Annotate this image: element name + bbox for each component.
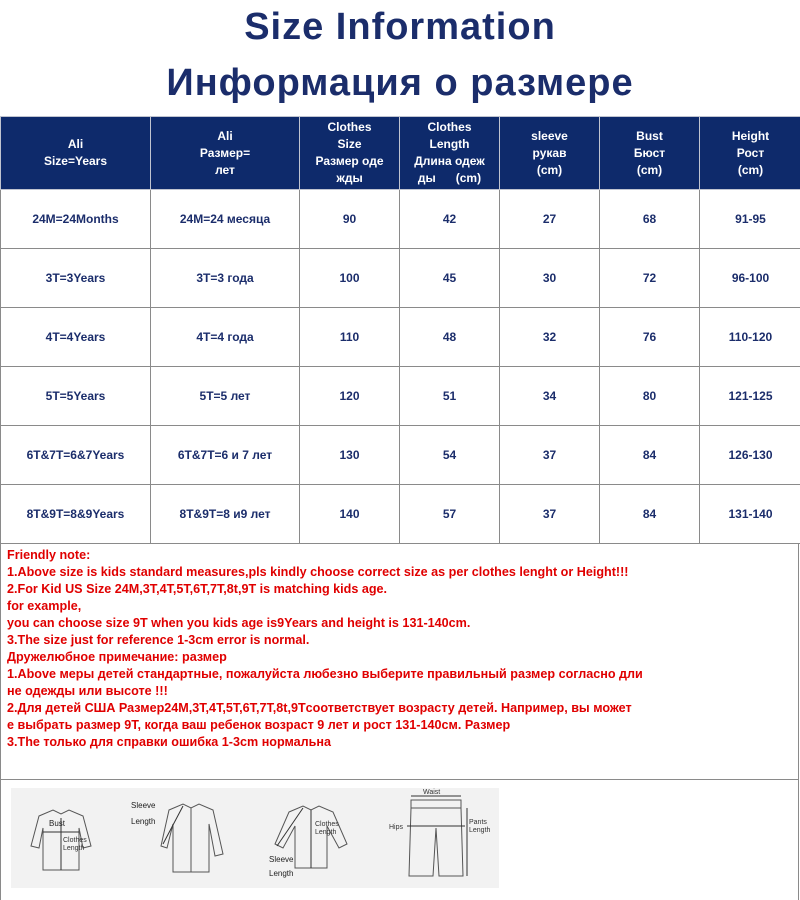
cell-size-ru: 3T=3 года <box>151 249 300 308</box>
cell-sleeve: 37 <box>500 426 600 485</box>
size-table <box>0 116 800 544</box>
cell-height: 110-120 <box>700 308 800 367</box>
label-hips: Hips <box>389 824 404 831</box>
cell-clothes-size: 130 <box>300 426 400 485</box>
header-clothes-length: Clothes Length Длина одеж ды (cm) <box>400 117 500 190</box>
table-header-row <box>1 117 800 190</box>
cell-size-en: 24M=24Months <box>1 190 151 249</box>
cell-clothes-length: 42 <box>400 190 500 249</box>
header-ali-size-ru: Ali Размер= лет <box>151 117 300 190</box>
cell-size-ru: 6T&7T=6 и 7 лет <box>151 426 300 485</box>
label-clothes: Clothes <box>63 837 87 844</box>
cell-sleeve: 34 <box>500 367 600 426</box>
cell-sleeve: 32 <box>500 308 600 367</box>
cell-sleeve: 27 <box>500 190 600 249</box>
cell-clothes-size: 90 <box>300 190 400 249</box>
cell-bust: 84 <box>600 485 700 544</box>
measurement-diagram-area <box>0 780 799 900</box>
note-line: 1.Above size is kids standard measures,pls kindly choose correct size as per clothes lenght or Height!!! <box>7 565 629 579</box>
cell-size-ru: 24M=24 месяца <box>151 190 300 249</box>
header-bust: Bust Бюст (cm) <box>600 117 700 190</box>
cell-bust: 76 <box>600 308 700 367</box>
cell-size-en: 8T&9T=8&9Years <box>1 485 151 544</box>
note-line: 1.Above меры детей стандартные, пожалуйста любезно выберите правильный размер согласно дли <box>7 667 643 681</box>
cell-bust: 68 <box>600 190 700 249</box>
cell-height: 96-100 <box>700 249 800 308</box>
label-length-2: Length <box>315 829 337 836</box>
cell-clothes-size: 110 <box>300 308 400 367</box>
table-row <box>1 367 800 426</box>
cell-size-ru: 5T=5 лет <box>151 367 300 426</box>
cell-height: 91-95 <box>700 190 800 249</box>
cell-height: 121-125 <box>700 367 800 426</box>
label-clothes-2: Clothes <box>315 821 339 828</box>
header-height: Height Рост (cm) <box>700 117 800 190</box>
cell-sleeve: 30 <box>500 249 600 308</box>
cell-size-en: 5T=5Years <box>1 367 151 426</box>
note-line: е выбрать размер 9T, когда ваш ребенок возраст 9 лет и рост 131-140см. Размер <box>7 718 511 732</box>
cell-size-en: 6T&7T=6&7Years <box>1 426 151 485</box>
cell-bust: 80 <box>600 367 700 426</box>
cell-clothes-size: 100 <box>300 249 400 308</box>
title-russian: Информация о размере <box>166 62 634 104</box>
note-line: 3.The только для справки ошибка 1-3cm нормальна <box>7 735 332 749</box>
header-sleeve: sleeve рукав (cm) <box>500 117 600 190</box>
note-line: you can choose size 9T when you kids age is9Years and height is 131-140cm. <box>7 616 471 630</box>
header-ali-size: Ali Size=Years <box>1 117 151 190</box>
table-row <box>1 485 800 544</box>
cell-clothes-length: 48 <box>400 308 500 367</box>
shirt-sleeve-figure <box>161 804 223 872</box>
table-row <box>1 249 800 308</box>
label-pants-length: Length <box>469 827 491 834</box>
note-line: 3.The size just for reference 1-3cm error is normal. <box>7 633 310 647</box>
cell-clothes-length: 57 <box>400 485 500 544</box>
label-sleeve-length: Length <box>131 817 156 826</box>
label-length: Length <box>63 845 85 852</box>
measurement-diagram-svg <box>11 788 499 888</box>
note-line: 2.For Kid US Size 24M,3T,4T,5T,6T,7T,8t,9T is matching kids age. <box>7 582 388 596</box>
cell-bust: 84 <box>600 426 700 485</box>
label-waist: Waist <box>423 789 441 796</box>
label-bust: Bust <box>49 819 66 828</box>
title-english: Size Information <box>244 6 556 48</box>
table-row <box>1 190 800 249</box>
cell-clothes-length: 51 <box>400 367 500 426</box>
cell-sleeve: 37 <box>500 485 600 544</box>
title-block <box>0 0 800 116</box>
cell-size-en: 3T=3Years <box>1 249 151 308</box>
friendly-note <box>0 543 799 780</box>
cell-clothes-length: 45 <box>400 249 500 308</box>
label-pants: Pants <box>469 819 487 826</box>
note-line: не одежды или высоте !!! <box>7 684 168 698</box>
cell-clothes-size: 120 <box>300 367 400 426</box>
cell-height: 131-140 <box>700 485 800 544</box>
label-sleeve: Sleeve <box>131 801 156 810</box>
label-sleeve-length-2: Length <box>269 869 294 878</box>
label-sleeve-2: Sleeve <box>269 855 294 864</box>
cell-bust: 72 <box>600 249 700 308</box>
cell-size-en: 4T=4Years <box>1 308 151 367</box>
cell-size-ru: 8T&9T=8 и9 лет <box>151 485 300 544</box>
note-line: Дружелюбное примечание: размер <box>7 650 227 664</box>
cell-height: 126-130 <box>700 426 800 485</box>
pants-figure <box>407 796 467 876</box>
measurement-diagram <box>11 788 499 888</box>
cell-size-ru: 4T=4 года <box>151 308 300 367</box>
header-clothes-size: Clothes Size Размер оде жды <box>300 117 400 190</box>
note-line: for example, <box>7 599 82 613</box>
table-row <box>1 308 800 367</box>
cell-clothes-size: 140 <box>300 485 400 544</box>
note-line: 2.Для детей США Размер24M,3T,4T,5T,6T,7T,8t,9Tсоответствует возрасту детей. Например, вы может <box>7 701 632 715</box>
note-line: Friendly note: <box>7 548 91 562</box>
table-row <box>1 426 800 485</box>
cell-clothes-length: 54 <box>400 426 500 485</box>
